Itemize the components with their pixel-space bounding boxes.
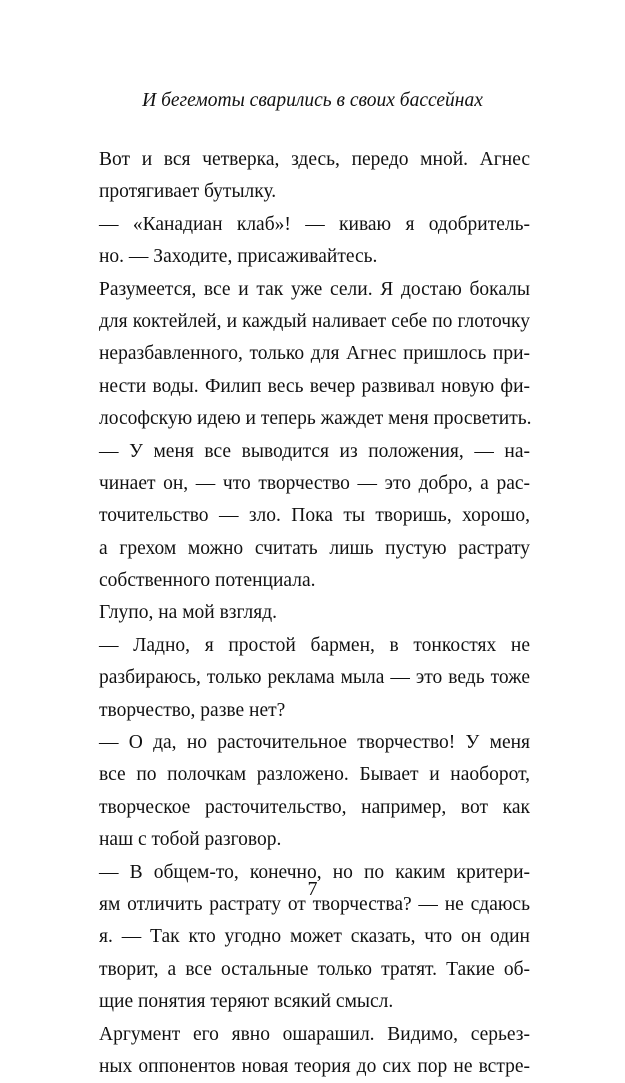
text-line: щие понятия теряют всякий смысл. [99, 991, 394, 1013]
text-line: нести воды. Филип весь вечер развивал новую фи- [99, 375, 530, 397]
text-line: я. — Так кто угодно может сказать, что он один [99, 926, 530, 948]
text-line: ных оппонентов новая теория до сих пор не встре- [99, 1055, 530, 1077]
text-line: собственного потенциала. [99, 570, 316, 592]
text-line: Глупо, на мой взгляд. [99, 602, 278, 624]
text-line: творчество, разве нет? [99, 699, 286, 721]
text-line: — В общем-то, конечно, но по каким критери- [99, 861, 530, 883]
text-line: а грехом можно считать лишь пустую растрату [99, 537, 530, 559]
text-line: неразбавленного, только для Агнес пришлось при- [99, 343, 530, 365]
text-line: — У меня все выводится из положения, — на- [99, 440, 530, 462]
text-line: протягивает бутылку. [99, 181, 277, 203]
text-line: ям отличить растрату от творчества? — не сдаюсь [99, 893, 530, 915]
text-line: для коктейлей, и каждый наливает себе по глоточку [99, 310, 530, 332]
text-line: Аргумент его явно ошарашил. Видимо, серьез- [99, 1023, 530, 1045]
body-text [99, 144, 530, 1083]
text-line: но. — Заходите, присаживайтесь. [99, 246, 378, 268]
text-line: наш с тобой разговор. [99, 829, 282, 851]
page-number: 7 [307, 878, 318, 900]
text-line: Разумеется, все и так уже сели. Я достаю бокалы [99, 278, 530, 300]
text-line: чинает он, — что творчество — это добро, а рас- [99, 472, 530, 494]
text-line: — Ладно, я простой бармен, в тонкостях не [99, 634, 530, 656]
text-line: Вот и вся четверка, здесь, передо мной. Агнес [99, 149, 530, 170]
text-line: все по полочкам разложено. Бывает и наоборот, [99, 764, 530, 786]
text-line: точительство — зло. Пока ты творишь, хорошо, [99, 505, 530, 527]
text-line: творит, а все остальные только тратят. Такие об- [99, 958, 530, 980]
text-line: разбираюсь, только реклама мыла — это ведь тоже [99, 667, 530, 689]
text-line: лософскую идею и теперь жаждет меня просветить. [99, 408, 532, 430]
text-line: творческое расточительство, например, вот как [99, 796, 530, 818]
text-line: — «Канадиан клаб»! — киваю я одобритель- [99, 213, 530, 235]
text-line: — О да, но расточительное творчество! У меня [99, 732, 530, 754]
running-head: И бегемоты сварились в своих бассейнах [142, 90, 483, 111]
